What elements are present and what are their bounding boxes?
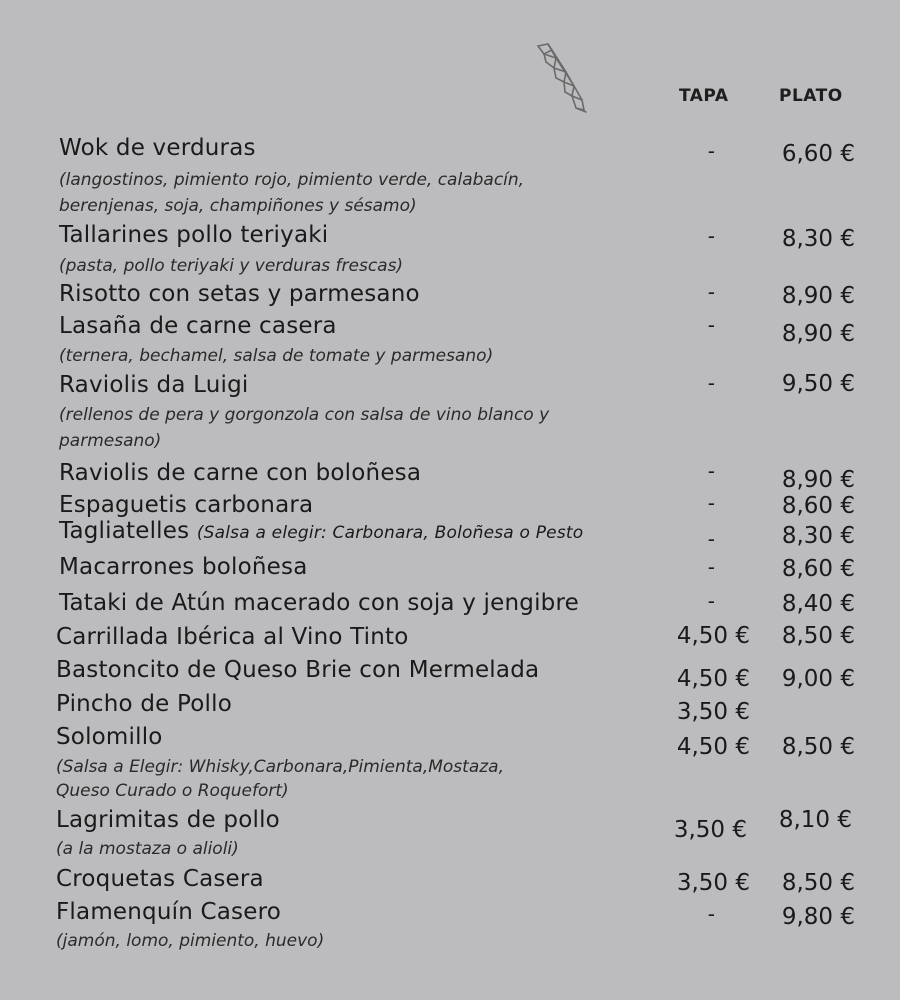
menu-item-name: [59, 491, 313, 519]
menu-item-name-text: Pincho de Pollo: [56, 691, 232, 717]
menu-item-description: (ternera, bechamel, salsa de tomate y parmesano): [59, 346, 494, 366]
plato-price: 8,40 €: [781, 591, 855, 617]
menu-item-note: (Salsa a elegir: Carbonara, Boloñesa o Pesto: [196, 523, 584, 543]
plato-price: 8,90 €: [781, 321, 855, 347]
plato-price: 9,80 €: [781, 904, 855, 930]
menu-item-name: [59, 134, 256, 162]
menu-item-name: [56, 865, 264, 893]
menu-item-name-text: Carrillada Ibérica al Vino Tinto: [56, 624, 409, 650]
tapa-price: -: [707, 491, 715, 515]
menu-item-name-text: Tallarines pollo teriyaki: [59, 222, 329, 248]
menu-item-name: [59, 553, 308, 581]
tapa-price: 3,50 €: [673, 817, 747, 843]
menu-item-name-text: Macarrones boloñesa: [59, 554, 308, 580]
menu-item-name-text: Solomillo: [56, 724, 163, 750]
menu-item-name: [56, 690, 232, 718]
column-header-plato: PLATO: [779, 86, 843, 106]
menu-item-name: [59, 589, 579, 617]
tapa-price: -: [707, 527, 715, 551]
menu-item-name: [59, 221, 328, 249]
menu-item-name: [56, 806, 280, 834]
plato-price: 9,00 €: [781, 666, 855, 692]
menu-item-description: (pasta, pollo teriyaki y verduras frescas): [59, 256, 404, 276]
tapa-price: -: [707, 371, 715, 395]
plato-price: 8,50 €: [781, 734, 855, 760]
tapa-price: -: [707, 459, 715, 483]
pasta-twist-icon: [532, 40, 592, 116]
menu-item-name: [59, 517, 583, 547]
tapa-price: -: [707, 139, 715, 163]
menu-item-description: (rellenos de pera y gorgonzola con salsa de vino blanco y: [59, 405, 550, 425]
menu-item-description: (langostinos, pimiento rojo, pimiento verde, calabacín,: [59, 170, 525, 190]
menu-item-name: [59, 280, 420, 308]
menu-item-name-text: Tataki de Atún macerado con soja y jengibre: [59, 590, 579, 616]
menu-item-description: (Salsa a Elegir: Whisky,Carbonara,Pimienta,Mostaza,: [56, 757, 504, 777]
plato-price: 8,90 €: [781, 467, 855, 493]
menu-item-name-text: Lagrimitas de pollo: [56, 807, 280, 833]
tapa-price: 3,50 €: [676, 870, 750, 896]
menu-item-name: [59, 459, 421, 487]
tapa-price: -: [707, 224, 715, 248]
tapa-price: -: [707, 280, 715, 304]
plato-price: 6,60 €: [781, 141, 855, 167]
tapa-price: 3,50 €: [676, 699, 750, 725]
menu-item-description: Queso Curado o Roquefort): [56, 781, 289, 801]
menu-item-name: [56, 898, 281, 926]
plato-price: 8,30 €: [781, 226, 855, 252]
menu-item-name-text: Wok de verduras: [59, 135, 256, 161]
plato-price: 9,50 €: [781, 371, 855, 397]
menu-item-name: [56, 723, 163, 751]
menu-item-name-text: Bastoncito de Queso Brie con Mermelada: [56, 657, 540, 683]
menu-item-description: parmesano): [59, 431, 162, 451]
tapa-price: -: [707, 313, 715, 337]
menu-item-name: [56, 623, 409, 651]
menu-item-name-text: Raviolis da Luigi: [59, 372, 249, 398]
tapa-price: -: [707, 902, 715, 926]
menu-item-name-text: Espaguetis carbonara: [59, 492, 314, 518]
menu-item-name: [59, 371, 249, 399]
menu-item-name: [56, 656, 539, 684]
plato-price: 8,90 €: [781, 283, 855, 309]
menu-item-description: (jamón, lomo, pimiento, huevo): [56, 931, 325, 951]
menu-item-name-text: Raviolis de carne con boloñesa: [59, 460, 422, 486]
tapa-price: 4,50 €: [676, 666, 750, 692]
plato-price: 8,60 €: [781, 493, 855, 519]
menu-item-name-text: Flamenquín Casero: [56, 899, 282, 925]
menu-item-name: [59, 312, 337, 340]
plato-price: 8,50 €: [781, 870, 855, 896]
tapa-price: 4,50 €: [676, 623, 750, 649]
plato-price: 8,60 €: [781, 556, 855, 582]
plato-price: 8,30 €: [781, 523, 855, 549]
plato-price: 8,50 €: [781, 623, 855, 649]
tapa-price: -: [707, 589, 715, 613]
menu-item-description: berenjenas, soja, champiñones y sésamo): [59, 196, 417, 216]
menu-item-name-text: Croquetas Casera: [56, 866, 264, 892]
column-header-tapa: TAPA: [679, 86, 729, 106]
tapa-price: -: [707, 555, 715, 579]
menu-item-description: (a la mostaza o alioli): [56, 839, 239, 859]
plato-price: 8,10 €: [778, 807, 852, 833]
menu-item-name-text: Risotto con setas y parmesano: [59, 281, 420, 307]
menu-item-name-text: Tagliatelles: [59, 518, 190, 544]
menu-item-name-text: Lasaña de carne casera: [59, 313, 337, 339]
tapa-price: 4,50 €: [676, 734, 750, 760]
